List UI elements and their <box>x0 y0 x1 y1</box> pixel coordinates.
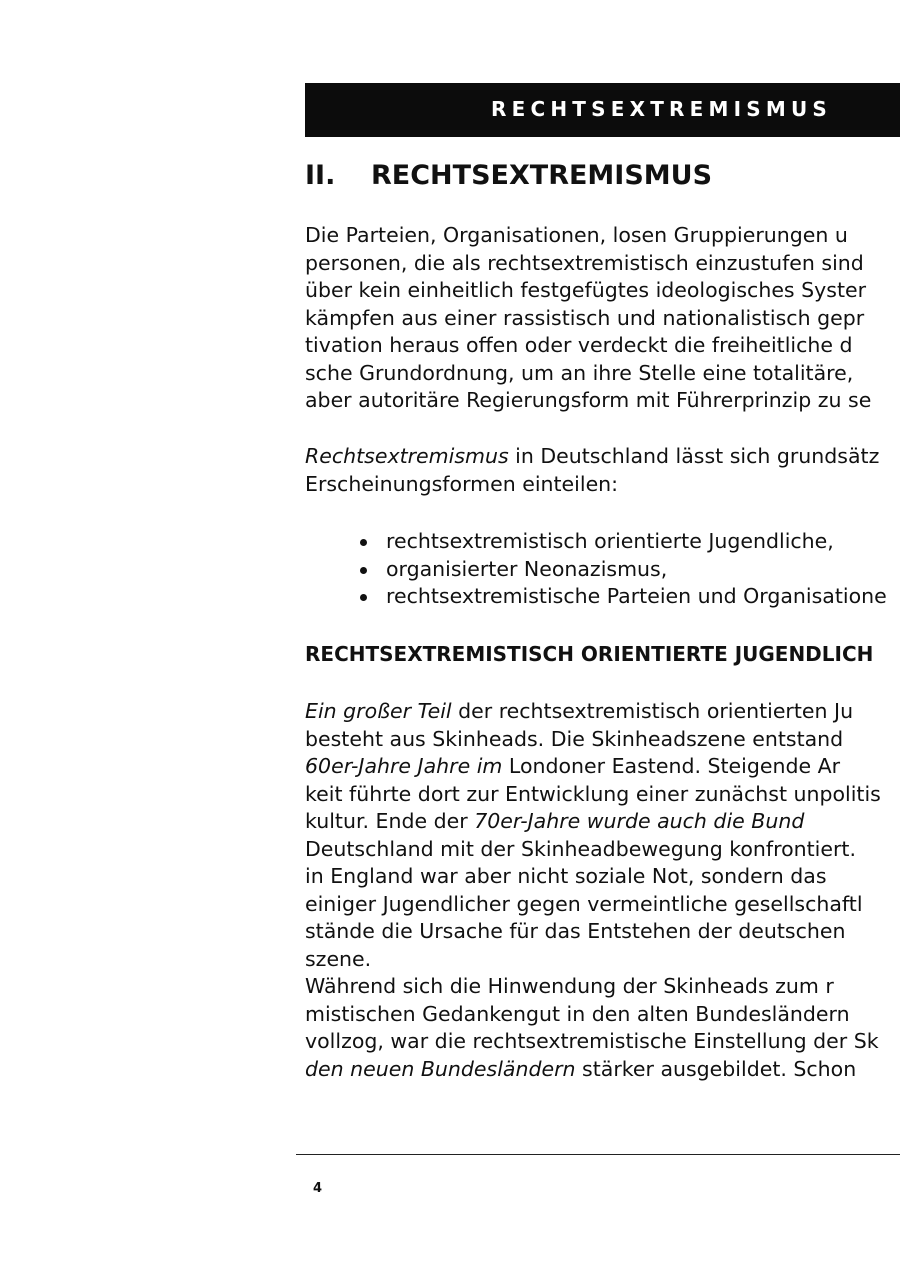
paragraph-line: Deutschland mit der Skinheadbewegung konfrontiert. <box>305 836 856 861</box>
text-run: stärker ausgebildet. Schon <box>575 1056 857 1081</box>
text-run: in Deutschland lässt sich grundsätz <box>508 444 880 468</box>
youth-paragraph <box>305 698 900 1083</box>
paragraph-line <box>305 808 900 836</box>
paragraph-line: keit führte dort zur Entwicklung einer zunächst unpolitis <box>305 781 881 806</box>
paragraph-line: Erscheinungsformen einteilen: <box>305 471 619 496</box>
paragraph-line: über kein einheitlich festgefügtes ideologisches Syster <box>305 278 867 302</box>
paragraph-line <box>305 698 900 726</box>
paragraph-line: besteht aus Skinheads. Die Skinheadszene entstand <box>305 726 844 751</box>
text-run: der rechtsextremistisch orientierten Ju <box>451 699 854 723</box>
paragraph-line: einiger Jugendlicher gegen vermeintliche gesellschaftl <box>305 891 863 916</box>
paragraph-line <box>305 753 900 781</box>
chapter-title <box>305 158 712 194</box>
section-heading: RECHTSEXTREMISTISCH ORIENTIERTE JUGENDLICH <box>305 642 874 666</box>
paragraph-line <box>305 1056 900 1084</box>
text-run: kultur. Ende der <box>305 809 475 833</box>
paragraph-line: mistischen Gedankengut in den alten Bundesländern <box>305 1001 850 1026</box>
page-number: 4 <box>313 1181 323 1196</box>
emphasis-run: 70er-Jahre wurde auch die Bund <box>474 809 805 833</box>
paragraph-line: kämpfen aus einer rassistisch und nationalistisch gepr <box>305 305 865 330</box>
paragraph-line: Die Parteien, Organisationen, losen Gruppierungen u <box>305 223 848 247</box>
chapter-title-text: RECHTSEXTREMISMUS <box>371 160 713 191</box>
list-item: rechtsextremistische Parteien und Organisatione <box>358 583 887 611</box>
paragraph-line: Während sich die Hinwendung der Skinheads zum r <box>305 974 834 998</box>
paragraph-line: szene. <box>305 946 372 971</box>
chapter-number: II. <box>305 160 336 191</box>
paragraph-line: stände die Ursache für das Entstehen der deutschen <box>305 919 846 943</box>
emphasis-run: Ein großer Teil <box>305 699 452 723</box>
list-item: rechtsextremistisch orientierte Jugendliche, <box>358 528 887 556</box>
paragraph-line: vollzog, war die rechtsextremistische Einstellung der Sk <box>305 1029 879 1053</box>
emphasis-run: 60er-Jahre Jahre im <box>305 754 503 778</box>
classification-paragraph <box>305 443 900 498</box>
emphasis-run: den neuen Bundesländern <box>305 1056 576 1081</box>
paragraph-line <box>305 443 900 471</box>
paragraph-line: in England war aber nicht soziale Not, sondern das <box>305 864 827 888</box>
paragraph-line: sche Grundordnung, um an ihre Stelle eine totalitäre, <box>305 360 854 385</box>
term-emphasis: Rechtsextremismus <box>305 444 509 468</box>
paragraph-line: tivation heraus offen oder verdeckt die freiheitliche d <box>305 333 853 357</box>
paragraph-line: personen, die als rechtsextremistisch einzustufen sind <box>305 250 864 275</box>
forms-list <box>358 528 887 611</box>
footer-divider <box>296 1154 900 1155</box>
paragraph-line: aber autoritäre Regierungsform mit Führerprinzip zu se <box>305 388 872 412</box>
running-header-title: RECHTSEXTREMISMUS <box>491 97 833 121</box>
text-run: Londoner Eastend. Steigende Ar <box>502 754 841 778</box>
intro-paragraph <box>305 222 900 415</box>
running-header <box>305 83 900 137</box>
list-item: organisierter Neonazismus, <box>358 556 887 584</box>
